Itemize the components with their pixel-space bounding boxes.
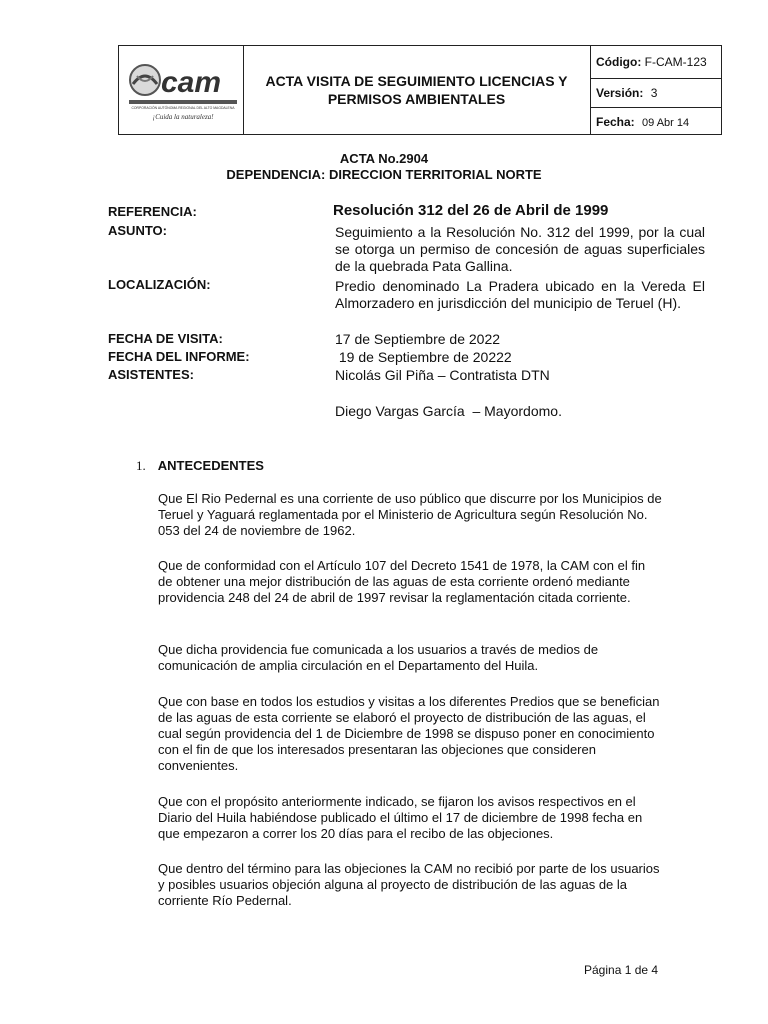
- section-number: 1.: [136, 458, 146, 473]
- document-header: [118, 45, 722, 135]
- fecha-informe-value: 19 de Septiembre de 20222: [335, 349, 512, 365]
- referencia-value: Resolución 312 del 26 de Abril de 1999: [333, 202, 609, 219]
- fecha-field: Fecha: 09 Abr 14: [596, 115, 690, 129]
- asistente-2: Diego Vargas García – Mayordomo.: [335, 403, 562, 419]
- asunto-label: ASUNTO:: [108, 223, 167, 238]
- paragraph: Que de conformidad con el Artículo 107 del Decreto 1541 de 1978, la CAM con el fin de obtener una mejor distribución de las aguas de esta corriente ordenó mediante providencia 248 del 24 de abril de 1997 revisar la reglamentación citada corriente.: [158, 558, 646, 605]
- paragraph: Que con el propósito anteriormente indicado, se fijaron los avisos respectivos en el Diario del Huila habiéndose publicado el último el 17 de diciembre de 1998 fecha en que empezaron a correr los 20 días para el recibo de las objeciones.: [158, 794, 643, 841]
- section-title: ANTECEDENTES: [157, 458, 264, 473]
- paragraph: Que con base en todos los estudios y visitas a los diferentes Predios que se benefician de las aguas de esta corriente se elaboró el proyecto de distribución de las aguas, el cual según providencia del 1 de Diciembre de 1998 se dispuso poner en conocimiento con el fin de que los interesados presentaran las objeciones que consideren convenientes.: [158, 694, 660, 773]
- section-heading: [136, 458, 264, 474]
- cam-logo: [123, 56, 243, 124]
- asistentes-label: ASISTENTES:: [108, 367, 194, 382]
- logo-wordmark: cam: [161, 66, 222, 99]
- dependencia: DEPENDENCIA: DIRECCION TERRITORIAL NORTE: [226, 167, 542, 182]
- paragraph: Que dentro del término para las objeciones la CAM no recibió por parte de los usuarios y posibles usuarios objeción alguna al proyecto de distribución de las aguas de la corriente Río Pedernal.: [158, 861, 660, 908]
- localizacion-value: Predio denominado La Pradera ubicado en la Vereda El Almorzadero en jurisdicción del municipio de Teruel (H).: [335, 278, 705, 311]
- codigo-field: Código: F-CAM-123: [596, 55, 707, 69]
- referencia-label: REFERENCIA:: [108, 204, 197, 219]
- fecha-visita-value: 17 de Septiembre de 2022: [335, 331, 501, 347]
- asunto-value: Seguimiento a la Resolución No. 312 del 1999, por la cual se otorga un permiso de concesión de aguas superficiales de la quebrada Pata Gallina.: [335, 224, 705, 274]
- paragraph: Que dicha providencia fue comunicada a los usuarios a través de medios de comunicación de amplia circulación en el Departamento del Huila.: [158, 642, 599, 673]
- version-field: Versión: 3: [596, 86, 658, 100]
- acta-number: ACTA No.2904: [339, 151, 429, 166]
- logo-subtitle: CORPORACIÓN AUTÓNOMA REGIONAL DEL ALTO MAGDALENA: [131, 106, 235, 110]
- asistente-1: Nicolás Gil Piña – Contratista DTN: [335, 367, 550, 383]
- header-divider: [590, 46, 591, 134]
- localizacion-label: LOCALIZACIÓN:: [108, 277, 211, 292]
- header-divider: [590, 78, 721, 79]
- header-divider: [590, 107, 721, 108]
- logo-slogan: ¡Cuida la naturaleza!: [152, 113, 214, 121]
- page-number: Página 1 de 4: [584, 963, 659, 977]
- fecha-informe-label: FECHA DEL INFORME:: [108, 349, 250, 364]
- logo-emblem-icon: [130, 65, 160, 95]
- document-title: ACTA VISITA DE SEGUIMIENTO LICENCIAS Y PERMISOS AMBIENTALES: [265, 73, 568, 107]
- paragraph: Que El Rio Pedernal es una corriente de uso público que discurre por los Municipios de Teruel y Yaguará reglamentada por el Ministerio de Agricultura según Resolución No. 053 del 24 de noviembre de 1962.: [158, 491, 662, 538]
- fecha-visita-label: FECHA DE VISITA:: [108, 331, 223, 346]
